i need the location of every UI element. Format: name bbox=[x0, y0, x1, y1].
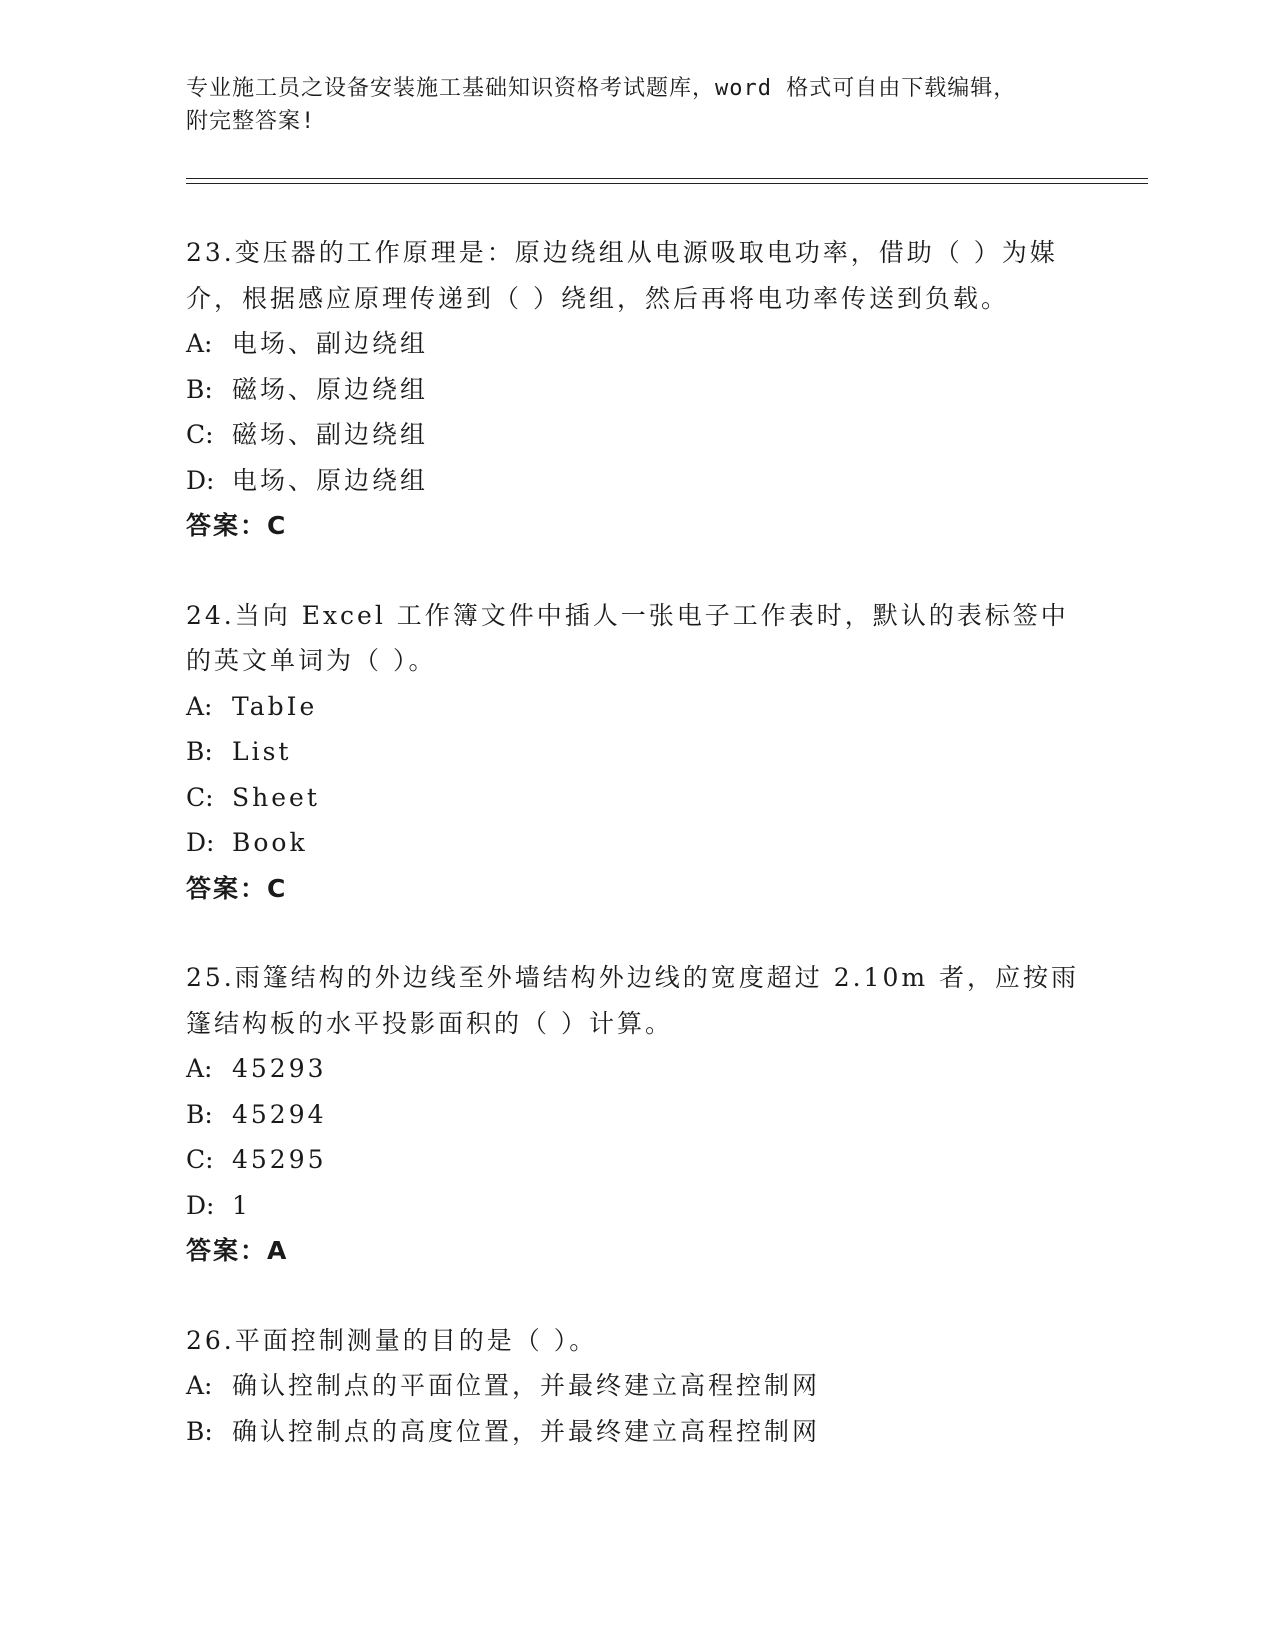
header-line-1: 专业施工员之设备安装施工基础知识资格考试题库，word 格式可自由下载编辑， bbox=[186, 76, 1017, 101]
option-b bbox=[186, 729, 1086, 775]
option-letter: B: bbox=[186, 1099, 213, 1129]
option-letter: D: bbox=[186, 465, 215, 495]
option-letter: C: bbox=[186, 1145, 214, 1174]
option-text: 电场、原边绕组 bbox=[232, 465, 429, 495]
option-letter: B: bbox=[186, 1416, 213, 1446]
option-text: 45295 bbox=[232, 1145, 327, 1174]
option-letter: A: bbox=[186, 691, 213, 721]
option-a bbox=[186, 1363, 1086, 1409]
option-letter: C: bbox=[186, 420, 214, 449]
question-text: 24.当向 Excel 工作簿文件中插人一张电子工作表时，默认的表标签中的英文单词为（ ）。 bbox=[186, 600, 1069, 675]
option-text: 确认控制点的平面位置，并最终建立高程控制网 bbox=[232, 1371, 821, 1400]
document-header bbox=[186, 72, 1066, 138]
option-letter: C: bbox=[186, 782, 214, 812]
option-d bbox=[186, 1183, 1086, 1229]
option-letter: A: bbox=[186, 1371, 213, 1400]
option-a bbox=[186, 1046, 1086, 1092]
option-text: 电场、副边绕组 bbox=[232, 329, 429, 358]
question-list bbox=[186, 230, 1086, 1498]
option-a bbox=[186, 321, 1086, 367]
question-text: 26.平面控制测量的目的是（ ）。 bbox=[186, 1325, 598, 1355]
option-c bbox=[186, 775, 1086, 821]
answer: 答案：A bbox=[186, 1236, 289, 1265]
option-text: 45293 bbox=[232, 1054, 327, 1083]
option-letter: D: bbox=[186, 828, 215, 857]
option-c bbox=[186, 412, 1086, 458]
option-letter: D: bbox=[186, 1190, 215, 1220]
option-letter: A: bbox=[186, 1054, 213, 1083]
option-text: 确认控制点的高度位置，并最终建立高程控制网 bbox=[232, 1416, 821, 1446]
question-24 bbox=[186, 593, 1086, 912]
option-letter: B: bbox=[186, 737, 213, 766]
question-25 bbox=[186, 955, 1086, 1274]
option-letter: B: bbox=[186, 374, 213, 404]
header-divider-top bbox=[186, 178, 1148, 179]
option-a bbox=[186, 684, 1086, 730]
option-text: 磁场、原边绕组 bbox=[232, 374, 429, 404]
option-b bbox=[186, 367, 1086, 413]
question-text: 23.变压器的工作原理是：原边绕组从电源吸取电功率，借助（ ）为媒介，根据感应原理传递到（ ）绕组，然后再将电功率传送到负载。 bbox=[186, 238, 1058, 313]
question-26 bbox=[186, 1318, 1086, 1455]
answer: 答案：C bbox=[186, 873, 288, 903]
option-text: TabIe bbox=[232, 691, 318, 721]
option-text: List bbox=[232, 737, 292, 766]
option-text: 45294 bbox=[232, 1099, 327, 1129]
option-d bbox=[186, 820, 1086, 866]
option-text: Book bbox=[232, 828, 308, 857]
option-b bbox=[186, 1092, 1086, 1138]
option-text: 1 bbox=[232, 1190, 251, 1220]
question-23 bbox=[186, 230, 1086, 549]
option-c bbox=[186, 1137, 1086, 1183]
header-divider-bottom bbox=[186, 183, 1148, 184]
option-b bbox=[186, 1409, 1086, 1455]
header-line-2: 附完整答案! bbox=[186, 109, 316, 134]
option-text: 磁场、副边绕组 bbox=[232, 420, 429, 449]
option-text: Sheet bbox=[232, 782, 320, 812]
option-letter: A: bbox=[186, 329, 213, 358]
answer: 答案：C bbox=[186, 511, 288, 540]
option-d bbox=[186, 458, 1086, 504]
question-text: 25.雨篷结构的外边线至外墙结构外边线的宽度超过 2.10m 者，应按雨篷结构板的水平投影面积的（ ）计算。 bbox=[186, 963, 1080, 1038]
